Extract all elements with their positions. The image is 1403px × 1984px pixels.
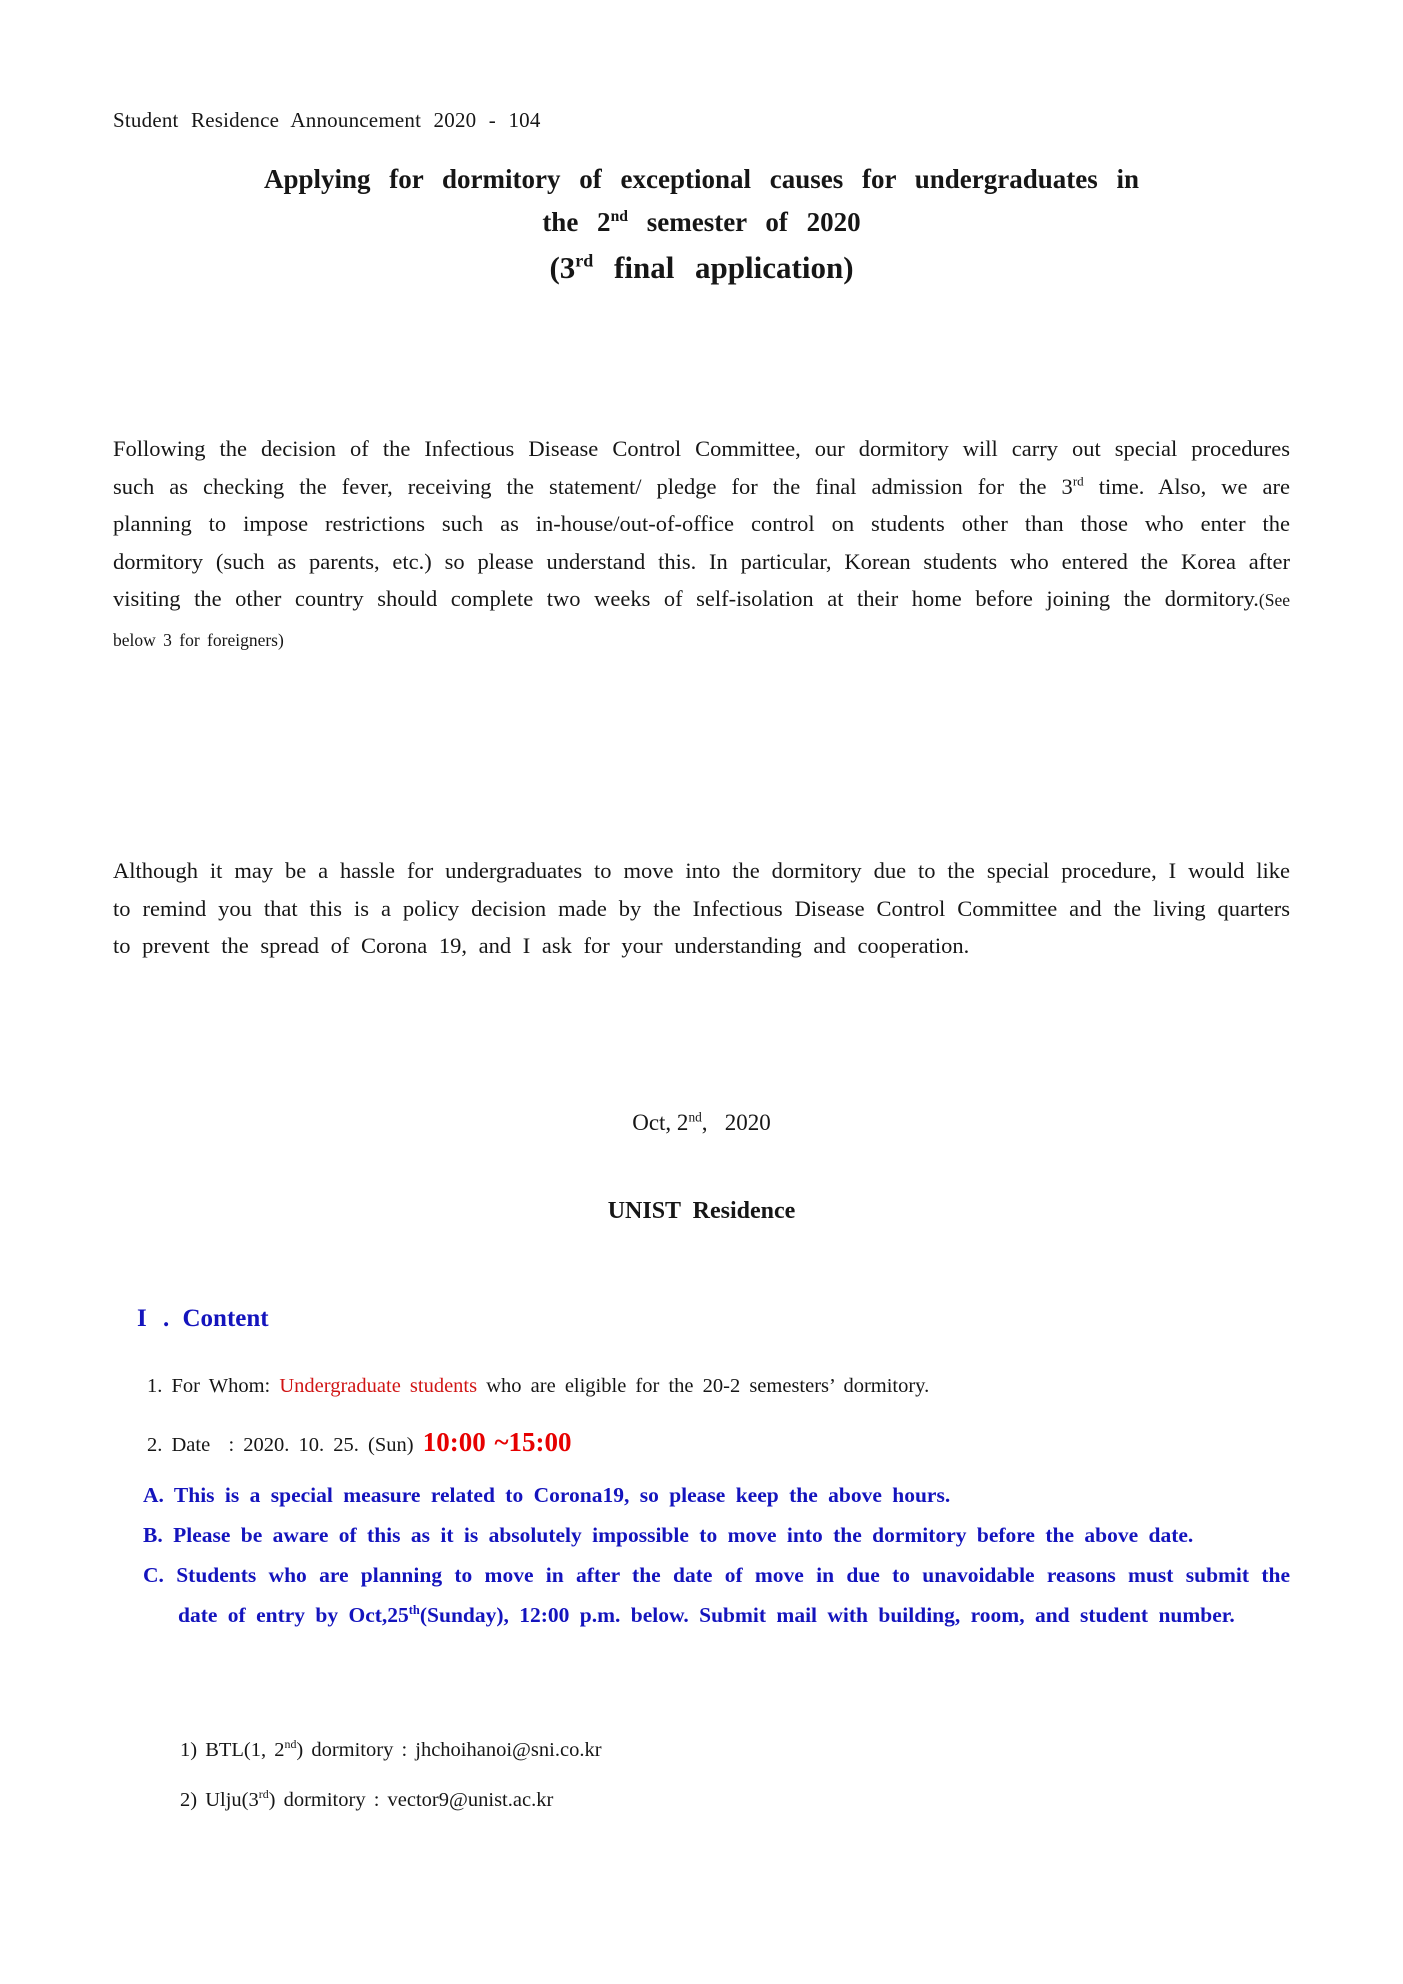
date-line bbox=[113, 1110, 1290, 1136]
sub-item-a-text: This is a special measure related to Corona19, so please keep the above hours. bbox=[173, 1483, 951, 1507]
email-line-btl-number: 1) bbox=[180, 1739, 198, 1761]
sub-item-b bbox=[113, 1515, 1290, 1555]
document-title bbox=[113, 158, 1290, 292]
title-line-3-text: (3 bbox=[549, 250, 576, 285]
email-line-ulju-address: ) dormitory : vector9@unist.ac.kr bbox=[268, 1789, 554, 1811]
item-1-number: 1. bbox=[147, 1375, 163, 1397]
item-1-text: For Whom: bbox=[171, 1375, 280, 1397]
intro-paragraph-text: Following the decision of the Infectious Disease Control Committee, our dormitory will carry out special procedures such as checking the fever, receiving the statement/ pledge for the final admission for the 3 bbox=[113, 436, 1290, 499]
title-line-2-rest: semester of 2020 bbox=[627, 207, 861, 237]
sub-item-c-text: Students who are planning to move in after the date of move in due to unavoidable reasons must submit the date of entry by Oct,25 bbox=[176, 1563, 1291, 1627]
item-1-rest: who are eligible for the 20-2 semesters’ dormitory. bbox=[477, 1375, 930, 1397]
sub-item-c-number: C. bbox=[143, 1563, 164, 1587]
section-label: Content bbox=[182, 1305, 269, 1332]
title-line-2 bbox=[113, 201, 1290, 244]
intro-paragraph bbox=[113, 430, 1290, 659]
section-heading-content bbox=[113, 1305, 1290, 1333]
sub-item-c bbox=[113, 1555, 1290, 1635]
superscript-nd: nd bbox=[610, 208, 628, 225]
intro-paragraph-rest: time. Also, we are planning to impose restrictions such as in-house/out-of-office control on students other than those who enter the dormitory (such as parents, etc.) so please understand this. In particular, Korean students who entered the Korea after visiting the other country should complete two weeks of self-isolation at their home before joining the dormitory. bbox=[113, 473, 1290, 611]
item-date bbox=[113, 1428, 1290, 1460]
apology-paragraph: Although it may be a hassle for undergraduates to move into the dormitory due to the special procedure, I would like to remind you that this is a policy decision made by the Infectious Disease Control Committee and the living quarters to prevent the spread of Corona 19, and I ask for your understanding and cooperation. bbox=[113, 858, 1290, 958]
notice-sub-items bbox=[113, 1475, 1290, 1635]
superscript-rd: rd bbox=[575, 250, 594, 271]
sub-item-a bbox=[113, 1475, 1290, 1515]
sub-item-b-text: Please be aware of this as it is absolutely impossible to move into the dormitory before the above date. bbox=[173, 1523, 1194, 1547]
highlight-undergraduate-students: Undergraduate students bbox=[279, 1375, 478, 1397]
title-line-2-text: the 2 bbox=[542, 207, 611, 237]
section-numeral: I . bbox=[137, 1305, 173, 1332]
email-line-ulju-text: Ulju(3 bbox=[205, 1789, 259, 1811]
superscript-nd: nd bbox=[284, 1737, 297, 1752]
title-line-3 bbox=[113, 244, 1290, 292]
superscript-rd: rd bbox=[258, 1787, 269, 1802]
signature-unist-residence: UNIST Residence bbox=[607, 1198, 796, 1224]
sub-item-b-number: B. bbox=[143, 1523, 163, 1547]
sub-item-c-rest: (Sunday), 12:00 p.m. below. Submit mail with building, room, and student number. bbox=[419, 1603, 1235, 1627]
dormitory-email-list bbox=[113, 1725, 1290, 1825]
date-text: Oct, 2 bbox=[632, 1110, 689, 1135]
foreigners-note: (See below 3 for foreigners) bbox=[113, 590, 1290, 650]
superscript-th: th bbox=[408, 1602, 420, 1617]
email-line-btl bbox=[180, 1725, 1290, 1775]
superscript-nd: nd bbox=[688, 1109, 702, 1125]
item-for-whom bbox=[113, 1372, 1290, 1401]
date-year: , 2020 bbox=[701, 1110, 771, 1135]
title-line-3-rest: final application) bbox=[593, 250, 854, 285]
email-line-btl-address: ) dormitory : jhchoihanoi@sni.co.kr bbox=[296, 1739, 602, 1761]
email-line-ulju bbox=[180, 1775, 1290, 1825]
sub-item-a-number: A. bbox=[143, 1483, 164, 1507]
superscript-rd: rd bbox=[1072, 473, 1084, 488]
doc-number: Student Residence Announcement 2020 - 104 bbox=[113, 108, 541, 132]
time-range: 10:00 ~15:00 bbox=[422, 1427, 572, 1457]
email-line-btl-text: BTL(1, 2 bbox=[205, 1739, 285, 1761]
email-line-ulju-number: 2) bbox=[180, 1789, 198, 1811]
item-2-label: 2. Date : 2020. 10. 25. (Sun) bbox=[147, 1434, 414, 1456]
title-line-1: Applying for dormitory of exceptional causes for undergraduates in bbox=[264, 164, 1139, 194]
